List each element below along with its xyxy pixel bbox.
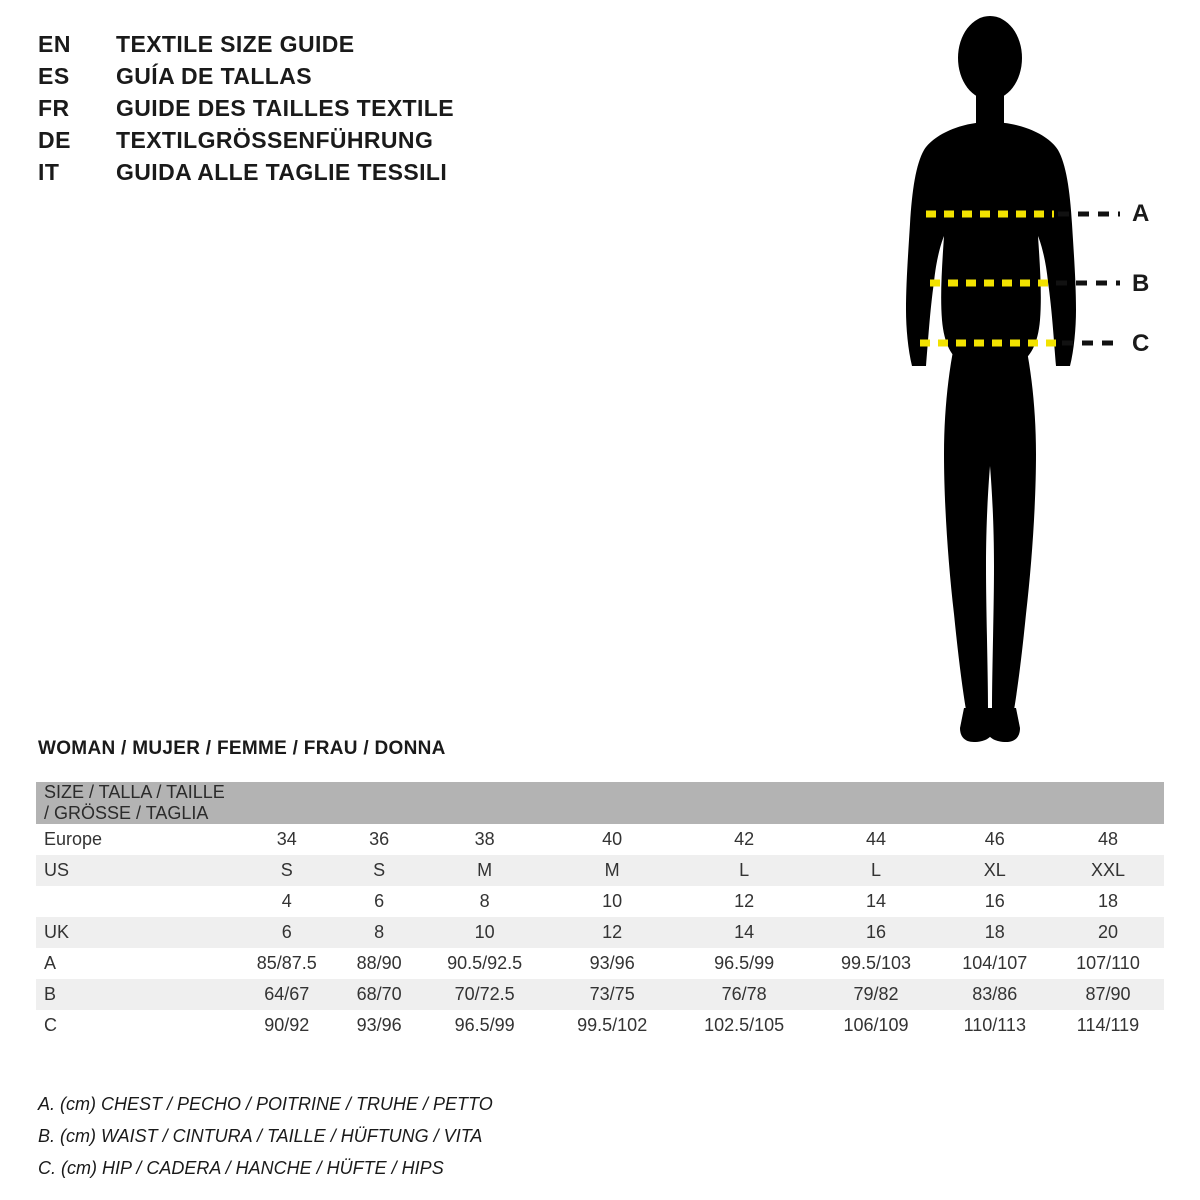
size-table xyxy=(36,782,1164,1041)
table-header-label: SIZE / TALLA / TAILLE / GRÖSSE / TAGLIA xyxy=(44,782,225,823)
body-measurement-figure xyxy=(830,10,1190,750)
table-row xyxy=(36,1010,1164,1041)
language-row-es xyxy=(38,60,558,92)
cell: 40 xyxy=(602,829,623,849)
cell: 16 xyxy=(984,891,1005,911)
cell: 46 xyxy=(984,829,1005,849)
cell: 96.5/99 xyxy=(714,953,775,973)
cell: 6 xyxy=(374,891,385,911)
language-title-block xyxy=(38,28,558,188)
cell: 96.5/99 xyxy=(454,1015,515,1035)
table-header-col-4 xyxy=(551,782,674,824)
cell: 83/86 xyxy=(972,984,1018,1004)
cell: 8 xyxy=(374,922,385,942)
cell: 93/96 xyxy=(589,953,635,973)
language-code-es: ES xyxy=(38,63,70,89)
table-header-col-5 xyxy=(674,782,815,824)
cell: 12 xyxy=(602,922,623,942)
table-header-row xyxy=(36,782,1164,824)
cell: 34 xyxy=(276,829,297,849)
language-row-de xyxy=(38,124,558,156)
cell: 90.5/92.5 xyxy=(447,953,523,973)
cell: 79/82 xyxy=(853,984,899,1004)
cell: L xyxy=(739,860,750,880)
cell: 8 xyxy=(479,891,490,911)
language-text-en: TEXTILE SIZE GUIDE xyxy=(116,31,355,57)
cell: 16 xyxy=(866,922,887,942)
cell: 70/72.5 xyxy=(454,984,515,1004)
cell: 107/110 xyxy=(1076,953,1140,973)
measurement-label-c: C xyxy=(1132,330,1150,357)
cell: 114/119 xyxy=(1076,1015,1140,1035)
language-row-it xyxy=(38,156,558,188)
table-row xyxy=(36,948,1164,979)
table-header-col-2 xyxy=(340,782,419,824)
language-code-it: IT xyxy=(38,159,60,185)
language-row-fr xyxy=(38,92,558,124)
cell: L xyxy=(871,860,882,880)
language-text-de: TEXTILGRÖSSENFÜHRUNG xyxy=(116,127,434,153)
cell: 42 xyxy=(734,829,755,849)
cell: 99.5/102 xyxy=(577,1015,648,1035)
cell: 73/75 xyxy=(589,984,635,1004)
language-row-en xyxy=(38,28,558,60)
language-text-fr: GUIDE DES TAILLES TEXTILE xyxy=(116,95,454,121)
cell: 104/107 xyxy=(962,953,1028,973)
footnote-chest: A. (cm) CHEST / PECHO / POITRINE / TRUHE / PETTO xyxy=(38,1094,493,1114)
table-header-col-8 xyxy=(1052,782,1164,824)
table-row xyxy=(36,855,1164,886)
cell: 14 xyxy=(734,922,755,942)
cell: M xyxy=(477,860,493,880)
language-code-de: DE xyxy=(38,127,71,153)
cell: 20 xyxy=(1097,922,1118,942)
cell: 110/113 xyxy=(963,1015,1026,1035)
table-header-col-1 xyxy=(234,782,340,824)
cell: 88/90 xyxy=(356,953,402,973)
cell: XXL xyxy=(1090,860,1125,880)
language-text-es: GUÍA DE TALLAS xyxy=(116,63,312,89)
cell: 6 xyxy=(281,922,292,942)
table-header-col-3 xyxy=(419,782,551,824)
cell: 10 xyxy=(474,922,495,942)
row-label-europe: Europe xyxy=(44,829,103,849)
table-row xyxy=(36,886,1164,917)
cell: 44 xyxy=(866,829,887,849)
footnote-list xyxy=(38,1088,838,1184)
table-caption: WOMAN / MUJER / FEMME / FRAU / DONNA xyxy=(38,738,446,759)
cell: S xyxy=(373,860,386,880)
cell: 38 xyxy=(474,829,495,849)
cell: 85/87.5 xyxy=(256,953,317,973)
row-label-a: A xyxy=(44,953,57,973)
cell: 48 xyxy=(1097,829,1118,849)
cell: 4 xyxy=(281,891,292,911)
cell: 36 xyxy=(369,829,390,849)
cell: 76/78 xyxy=(721,984,767,1004)
table-header-col-7 xyxy=(938,782,1052,824)
cell: 106/109 xyxy=(843,1015,909,1035)
language-code-en: EN xyxy=(38,31,71,57)
female-silhouette-icon xyxy=(830,10,1190,750)
cell: 12 xyxy=(734,891,755,911)
cell: M xyxy=(604,860,620,880)
row-label-c: C xyxy=(44,1015,57,1035)
table-header-col-6 xyxy=(814,782,937,824)
measurement-label-b: B xyxy=(1132,270,1150,297)
cell: 14 xyxy=(866,891,887,911)
cell: 87/90 xyxy=(1085,984,1131,1004)
measurement-label-a: A xyxy=(1132,200,1150,227)
row-label-us-numeric xyxy=(36,886,234,917)
cell: 90/92 xyxy=(264,1015,310,1035)
cell: S xyxy=(280,860,293,880)
cell: 18 xyxy=(1097,891,1118,911)
table-row xyxy=(36,979,1164,1010)
language-code-fr: FR xyxy=(38,95,70,121)
footnote-hip: C. (cm) HIP / CADERA / HANCHE / HÜFTE / HIPS xyxy=(38,1158,444,1178)
cell: 68/70 xyxy=(356,984,402,1004)
footnote-waist: B. (cm) WAIST / CINTURA / TAILLE / HÜFTUNG / VITA xyxy=(38,1126,483,1146)
row-label-b: B xyxy=(44,984,57,1004)
cell: XL xyxy=(983,860,1006,880)
table-row xyxy=(36,917,1164,948)
language-text-it: GUIDA ALLE TAGLIE TESSILI xyxy=(116,159,448,185)
cell: 99.5/103 xyxy=(840,953,912,973)
cell: 18 xyxy=(984,922,1005,942)
cell: 64/67 xyxy=(264,984,310,1004)
cell: 10 xyxy=(602,891,623,911)
table-row xyxy=(36,824,1164,855)
row-label-uk: UK xyxy=(44,922,70,942)
row-label-us: US xyxy=(44,860,70,880)
cell: 93/96 xyxy=(356,1015,402,1035)
cell: 102.5/105 xyxy=(704,1015,785,1035)
